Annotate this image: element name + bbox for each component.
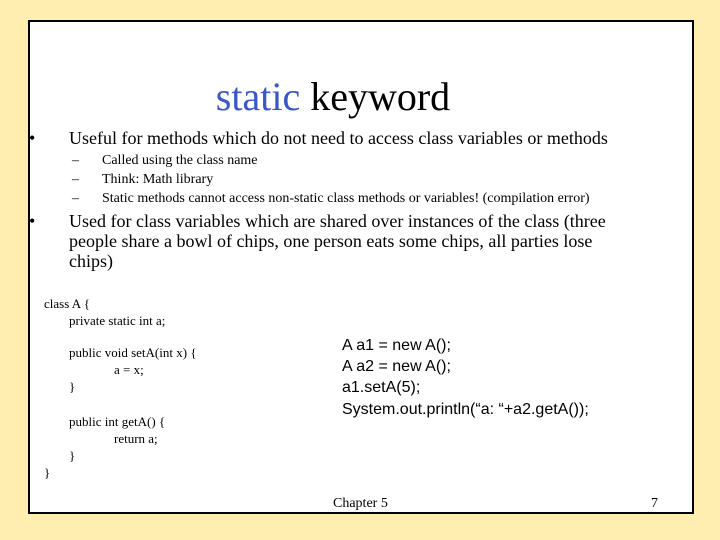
title-rest: keyword [310, 74, 451, 119]
code-line-6: public int getA() { [69, 414, 166, 429]
sub-2-text: Think: Math library [102, 172, 214, 187]
sub-1-dash: – [72, 153, 79, 168]
code-right-line-4: System.out.println(“a: “+a2.getA()); [342, 401, 589, 418]
code-line-7: return a; [114, 431, 158, 446]
code-line-4: a = x; [114, 362, 144, 377]
bullet-1-text: Useful for methods which do not need to access class variables or methods [69, 128, 608, 148]
code-line-2: private static int a; [69, 313, 166, 328]
sub-1-text: Called using the class name [102, 153, 258, 168]
sub-3-text: Static methods cannot access non-static class methods or variables! (compilation error) [102, 191, 590, 206]
code-right-line-1: A a1 = new A(); [342, 337, 451, 354]
code-line-8: } [69, 448, 76, 463]
code-line-1: class A { [44, 296, 90, 311]
footer-chapter: Chapter 5 [333, 496, 388, 511]
code-right-line-3: a1.setA(5); [342, 379, 421, 396]
code-line-3: public void setA(int x) { [69, 345, 197, 360]
code-line-9: } [44, 465, 51, 480]
bullet-2-line-1: Used for class variables which are shared over instances of the class (three [69, 211, 606, 231]
slide-title [0, 70, 666, 124]
bullet-2-line-2: people share a bowl of chips, one person eats some chips, all parties lose [69, 231, 593, 251]
code-right-line-2: A a2 = new A(); [342, 358, 451, 375]
sub-3-dash: – [72, 191, 79, 206]
footer-page-number: 7 [651, 496, 658, 511]
code-line-5: } [69, 379, 76, 394]
bullet-2-line-3: chips) [69, 251, 113, 271]
sub-2-dash: – [72, 172, 79, 187]
bullet-1-marker: • [29, 128, 36, 148]
title-keyword: static [215, 74, 301, 119]
bullet-2-marker: • [29, 211, 36, 231]
